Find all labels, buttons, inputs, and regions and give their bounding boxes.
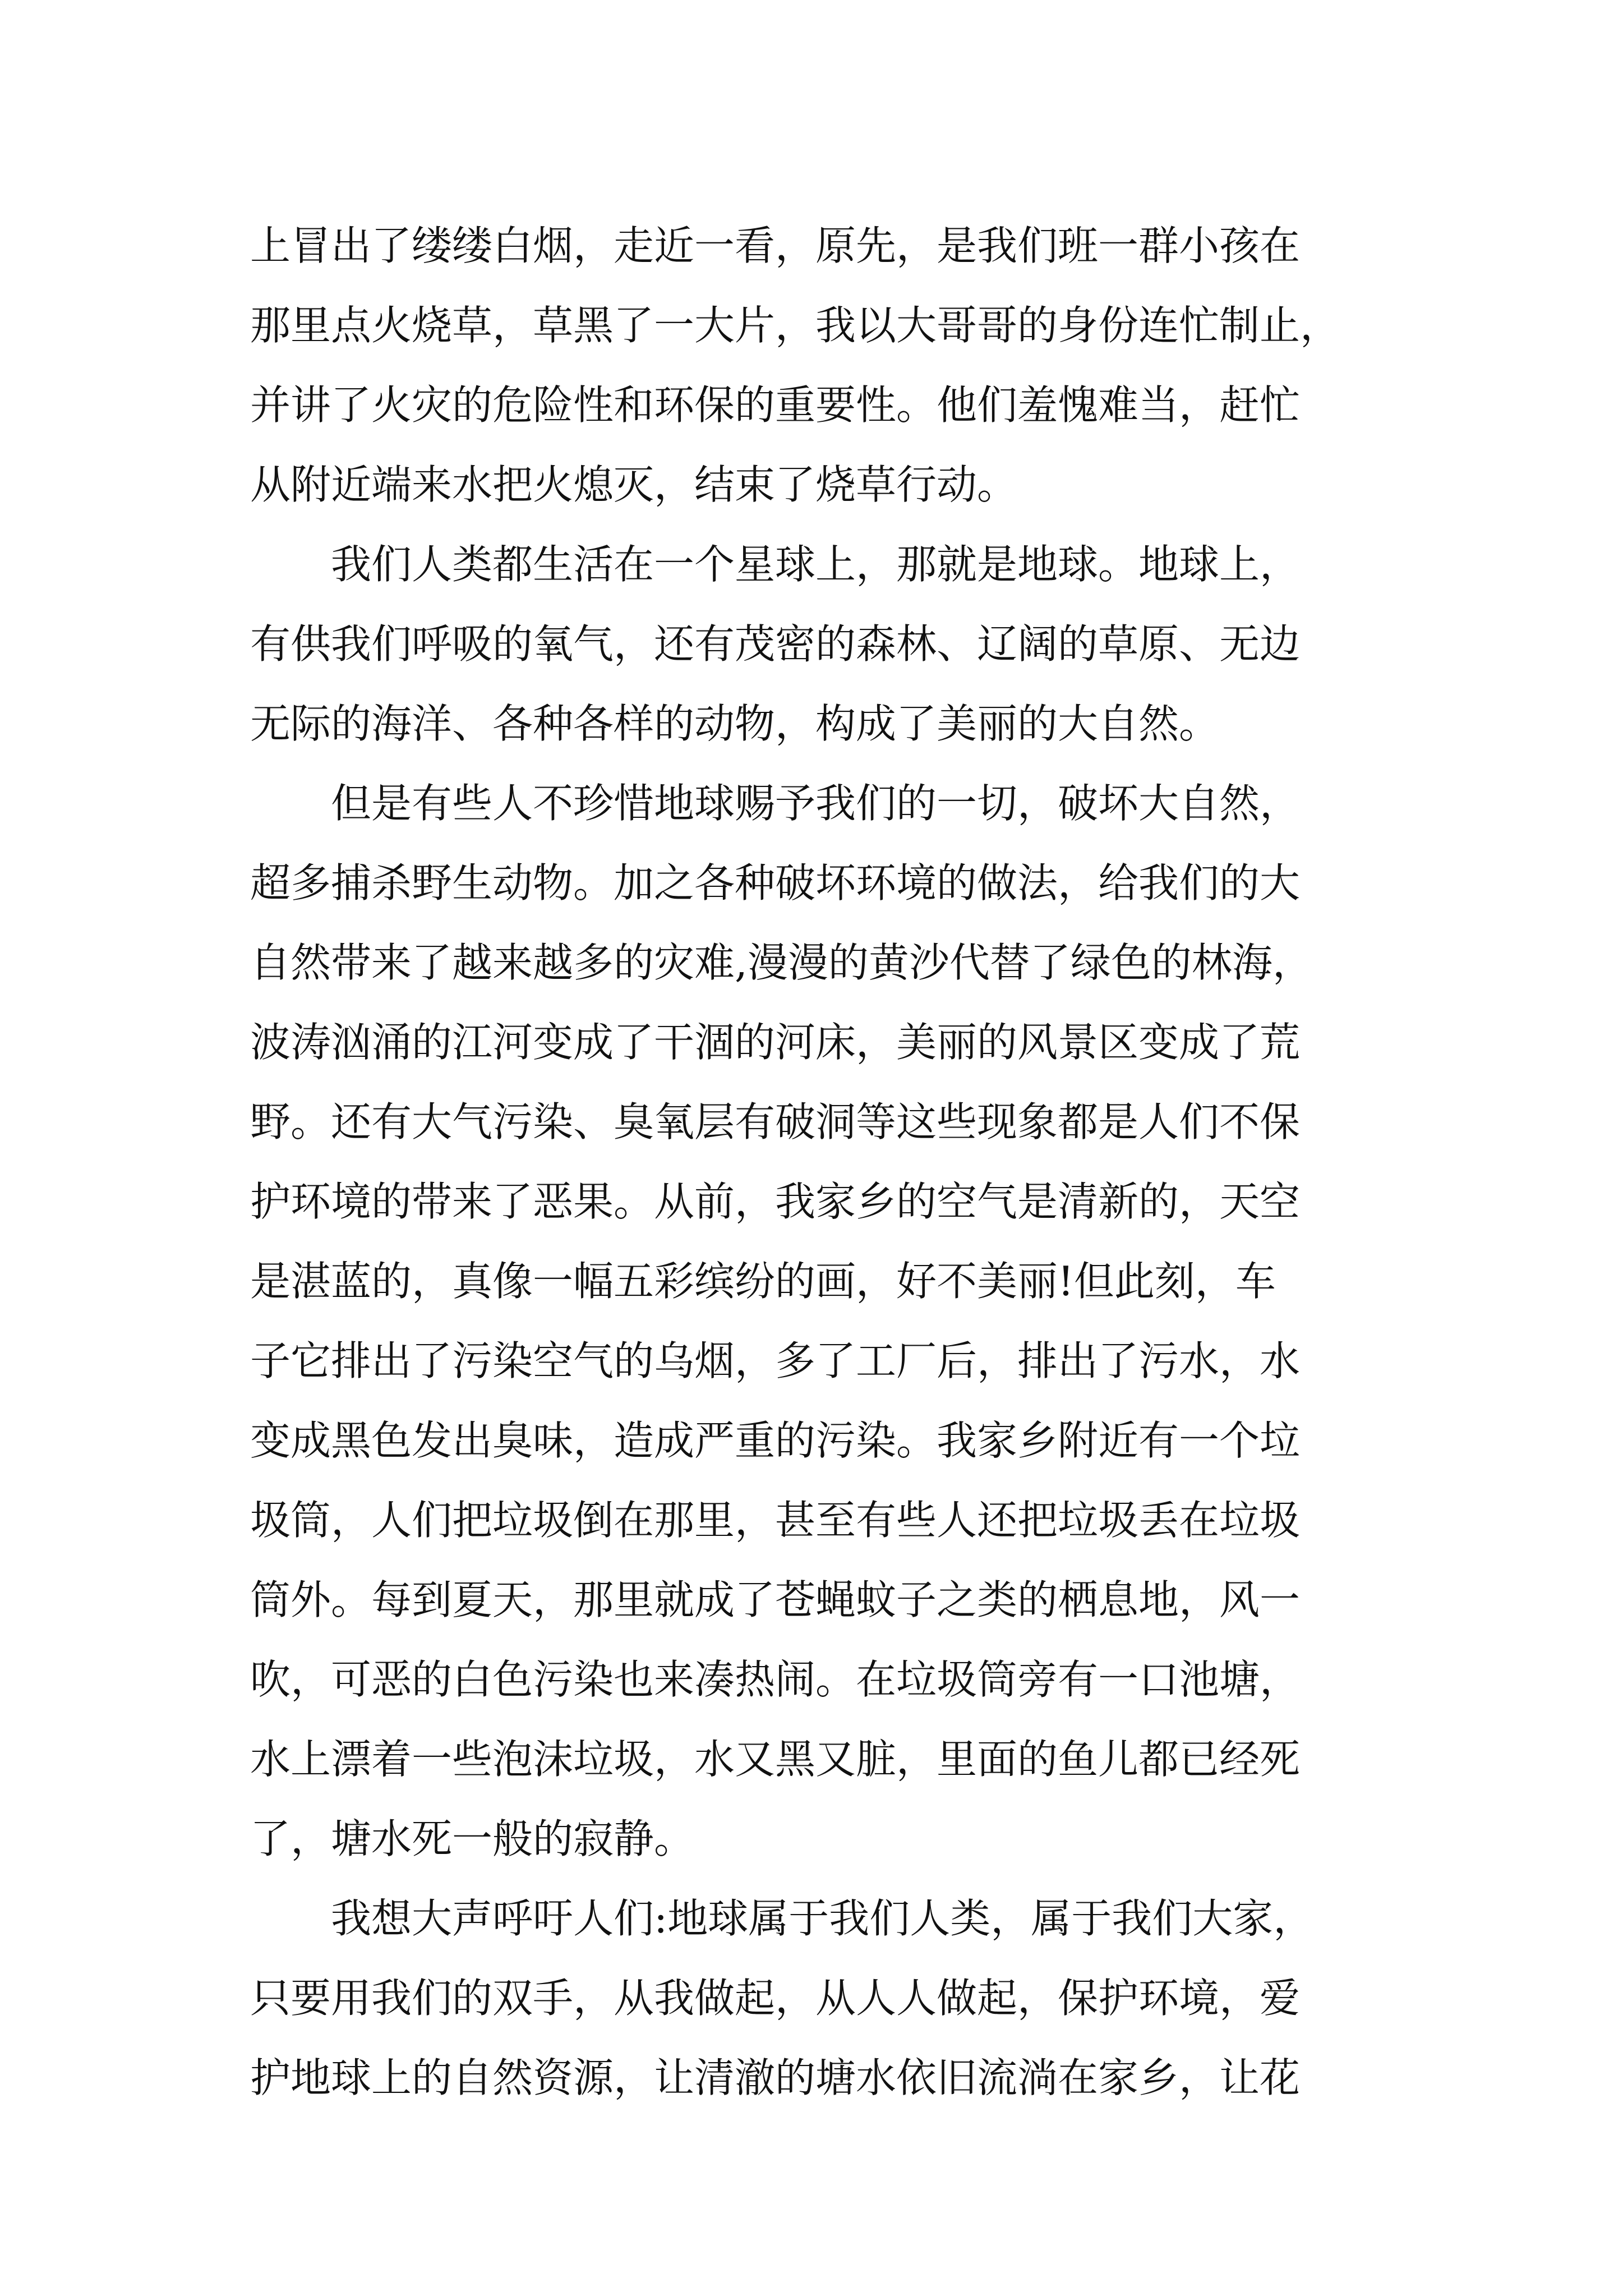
text-line: 自然带来了越来越多的灾难,漫漫的黄沙代替了绿色的林海， (250, 939, 1313, 986)
text-line: 从附近端来水把火熄灭，结束了烧草行动。 (250, 461, 1018, 508)
text-line: 变成黑色发出臭味，造成严重的污染。我家乡附近有一个垃 (250, 1417, 1301, 1464)
text-line: 我们人类都生活在一个星球上，那就是地球。地球上， (250, 541, 1301, 588)
text-line: 吹，可恶的白色污染也来凑热闹。在垃圾筒旁有一口池塘， (250, 1656, 1301, 1703)
text-line: 无际的海洋、各种各样的动物，构成了美丽的大自然。 (250, 700, 1220, 747)
text-line: 护环境的带来了恶果。从前，我家乡的空气是清新的，天空 (250, 1178, 1301, 1225)
text-line: 但是有些人不珍惜地球赐予我们的一切，破坏大自然， (250, 780, 1301, 827)
text-line: 子它排出了污染空气的乌烟，多了工厂后，排出了污水，水 (250, 1337, 1301, 1384)
text-line: 圾筒，人们把垃圾倒在那里，甚至有些人还把垃圾丢在垃圾 (250, 1497, 1301, 1544)
text-line: 是湛蓝的，真像一幅五彩缤纷的画，好不美丽!但此刻，车 (250, 1258, 1276, 1305)
text-line: 波涛汹涌的江河变成了干涸的河床，美丽的风景区变成了荒 (250, 1019, 1301, 1066)
text-line: 那里点火烧草，草黑了一大片，我以大哥哥的身份连忙制止， (250, 302, 1341, 349)
text-line: 只要用我们的双手，从我做起，从人人做起，保护环境，爱 (250, 1975, 1301, 2022)
text-line: 野。还有大气污染、臭氧层有破洞等这些现象都是人们不保 (250, 1098, 1301, 1145)
text-line: 水上漂着一些泡沫垃圾，水又黑又脏，里面的鱼儿都已经死 (250, 1736, 1301, 1783)
text-line: 筒外。每到夏天，那里就成了苍蝇蚊子之类的栖息地，风一 (250, 1576, 1301, 1623)
text-line: 了，塘水死一般的寂静。 (250, 1815, 695, 1862)
text-line: 上冒出了缕缕白烟，走近一看，原先，是我们班一群小孩在 (250, 222, 1301, 269)
text-line: 并讲了火灾的危险性和环保的重要性。他们羞愧难当，赶忙 (250, 381, 1301, 429)
text-line: 超多捕杀野生动物。加之各种破坏环境的做法，给我们的大 (250, 859, 1301, 907)
text-line: 护地球上的自然资源，让清澈的塘水依旧流淌在家乡，让花 (250, 2054, 1301, 2101)
text-line: 我想大声呼吁人们:地球属于我们人类，属于我们大家， (250, 1895, 1314, 1942)
text-line: 有供我们呼吸的氧气，还有茂密的森林、辽阔的草原、无边 (250, 620, 1301, 668)
